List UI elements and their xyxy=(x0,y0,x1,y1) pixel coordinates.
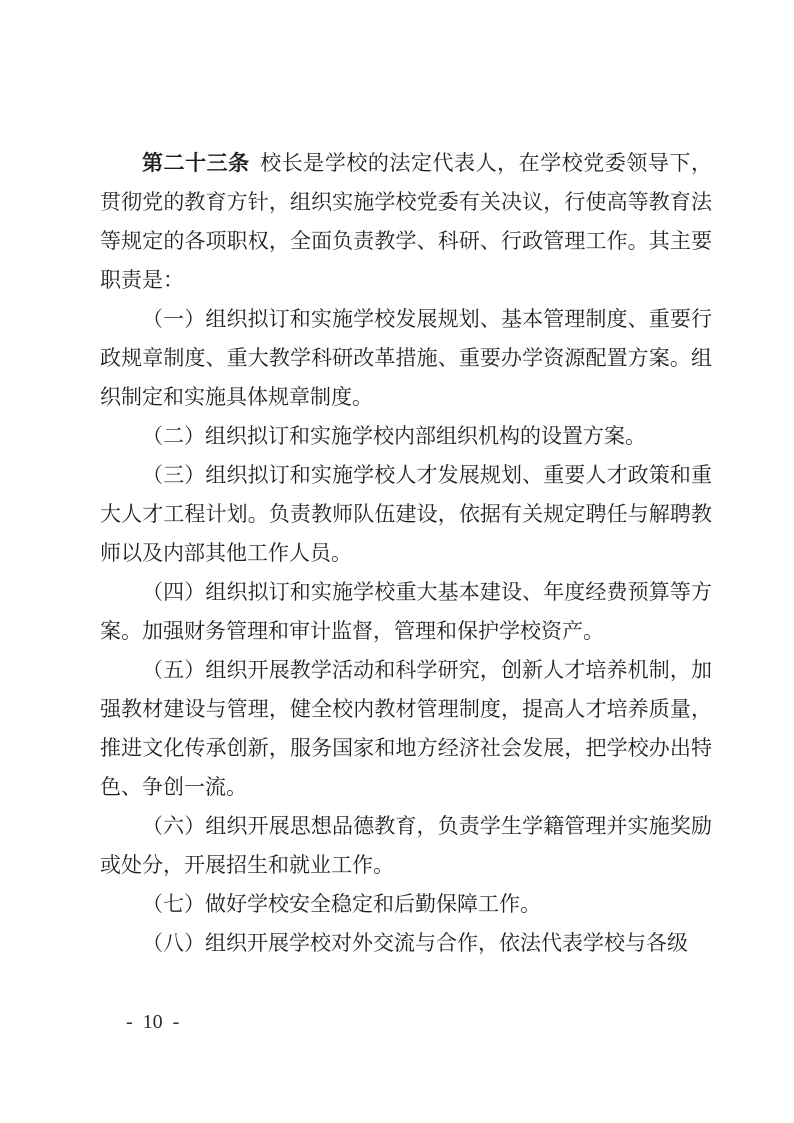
duty-paragraph-7: （七）做好学校安全稳定和后勤保障工作。 xyxy=(142,892,541,916)
article-number: 第二十三条 xyxy=(142,151,250,175)
duty-paragraph-1: （一）组织拟订和实施学校发展规划、基本管理制度、重要行政规章制度、重大教学科研改革措施、重要办学资源配置方案。组织制定和实施具体规章制度。 xyxy=(100,307,712,409)
page-number: - 10 - xyxy=(126,1011,180,1033)
duty-paragraph-4: （四）组织拟订和实施学校重大基本建设、年度经费预算等方案。加强财务管理和审计监督，管理和保护学校资产。 xyxy=(100,580,712,643)
duty-paragraph-6: （六）组织开展思想品德教育，负责学生学籍管理并实施奖励或处分，开展招生和就业工作。 xyxy=(100,814,712,877)
duty-paragraph-8: （八）组织开展学校对外交流与合作，依法代表学校与各级 xyxy=(142,931,688,955)
duty-paragraph-5: （五）组织开展教学活动和科学研究，创新人才培养机制，加强教材建设与管理，健全校内教材管理制度，提高人才培养质量，推进文化传承创新，服务国家和地方经济社会发展，把学校办出特色、争创一流。 xyxy=(100,658,712,799)
article-body xyxy=(100,144,712,963)
article-intro-paragraph xyxy=(100,144,712,300)
article-intro-text: 校长是学校的法定代表人，在学校党委领导下，贯彻党的教育方针，组织实施学校党委有关决议，行使高等教育法等规定的各项职权，全面负责教学、科研、行政管理工作。其主要职责是： xyxy=(100,151,713,292)
duty-paragraph-3: （三）组织拟订和实施学校人才发展规划、重要人才政策和重大人才工程计划。负责教师队伍建设，依据有关规定聘任与解聘教师以及内部其他工作人员。 xyxy=(100,463,712,565)
duty-paragraph-2: （二）组织拟订和实施学校内部组织机构的设置方案。 xyxy=(142,424,646,448)
